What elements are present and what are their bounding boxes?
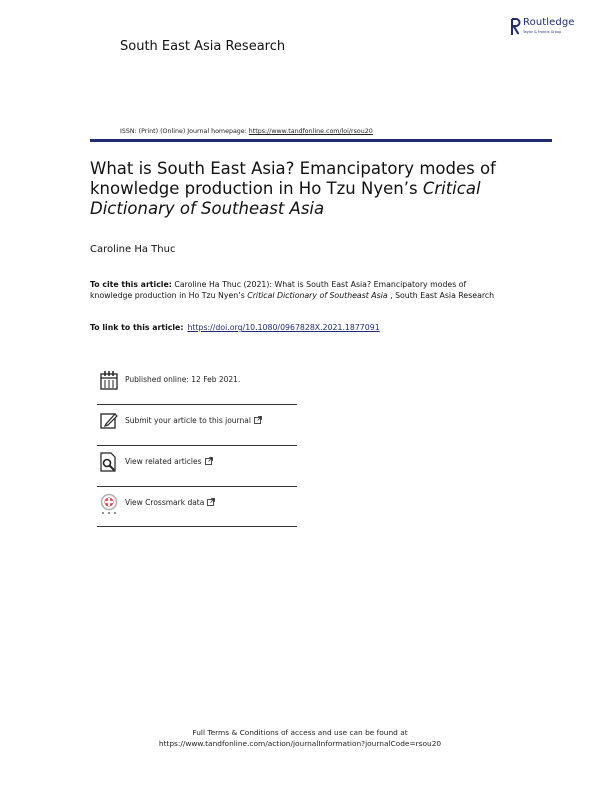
footer-terms-link[interactable]: https://www.tandfonline.com/action/journalInformation?journalCode=rsou20 (158, 739, 442, 748)
brand-name: Routledge (523, 17, 575, 28)
related-articles-row[interactable] (97, 450, 297, 486)
crossmark-row[interactable] (97, 491, 297, 527)
divider (97, 486, 297, 487)
brand-tagline: Taylor & Francis Group (523, 30, 562, 34)
edit-icon (100, 411, 118, 431)
submit-article-row[interactable] (97, 409, 297, 445)
article-link-line (90, 323, 380, 332)
crossmark-label: View Crossmark data (125, 498, 205, 507)
submit-article-link[interactable] (125, 416, 262, 425)
citation-text-before: Caroline Ha Thuc (2021): What is South East Asia? Emancipatory modes of knowledge production in Ho Tzu Nyen’s (90, 280, 467, 300)
published-online-label: Published online: 12 Feb 2021. (125, 375, 241, 384)
related-articles-link[interactable] (125, 457, 213, 466)
article-author: Caroline Ha Thuc (90, 244, 176, 255)
citation-italic: Critical Dictionary of Southeast Asia (247, 290, 388, 300)
link-label: To link to this article: (90, 323, 184, 332)
calendar-icon (100, 370, 118, 390)
citation-text-after: , South East Asia Research (387, 290, 495, 300)
doi-link[interactable]: https://doi.org/10.1080/0967828X.2021.1877091 (187, 323, 380, 332)
divider (97, 404, 297, 405)
issn-text: ISSN: (Print) (Online) Journal homepage: (120, 128, 249, 135)
related-articles-label: View related articles (125, 457, 202, 466)
routledge-logo-icon (510, 18, 521, 36)
published-online-row (97, 368, 297, 404)
journal-name: South East Asia Research (120, 39, 286, 54)
citation (90, 280, 505, 301)
submit-article-label: Submit your article to this journal (125, 416, 251, 425)
footer (0, 727, 600, 749)
external-link-icon (207, 498, 215, 506)
crossmark-icon (100, 493, 118, 513)
divider (97, 526, 297, 527)
title-italic: Critical Dictionary of Southeast Asia (90, 179, 481, 218)
crossmark-link[interactable] (125, 498, 215, 507)
article-title (90, 159, 520, 219)
divider (97, 445, 297, 446)
header-rule (90, 139, 552, 142)
external-link-icon (254, 416, 262, 424)
title-plain: What is South East Asia? Emancipatory modes of knowledge production in Ho Tzu Nyen’s (90, 159, 496, 198)
citation-label: To cite this article: (90, 280, 172, 289)
search-document-icon (100, 452, 118, 472)
journal-homepage-link[interactable]: https://www.tandfonline.com/loi/rsou20 (248, 128, 373, 135)
routledge-logo (510, 17, 590, 41)
issn-line (120, 128, 373, 135)
external-link-icon (205, 457, 213, 465)
footer-line-1: Full Terms & Conditions of access and use can be found at (192, 728, 408, 737)
